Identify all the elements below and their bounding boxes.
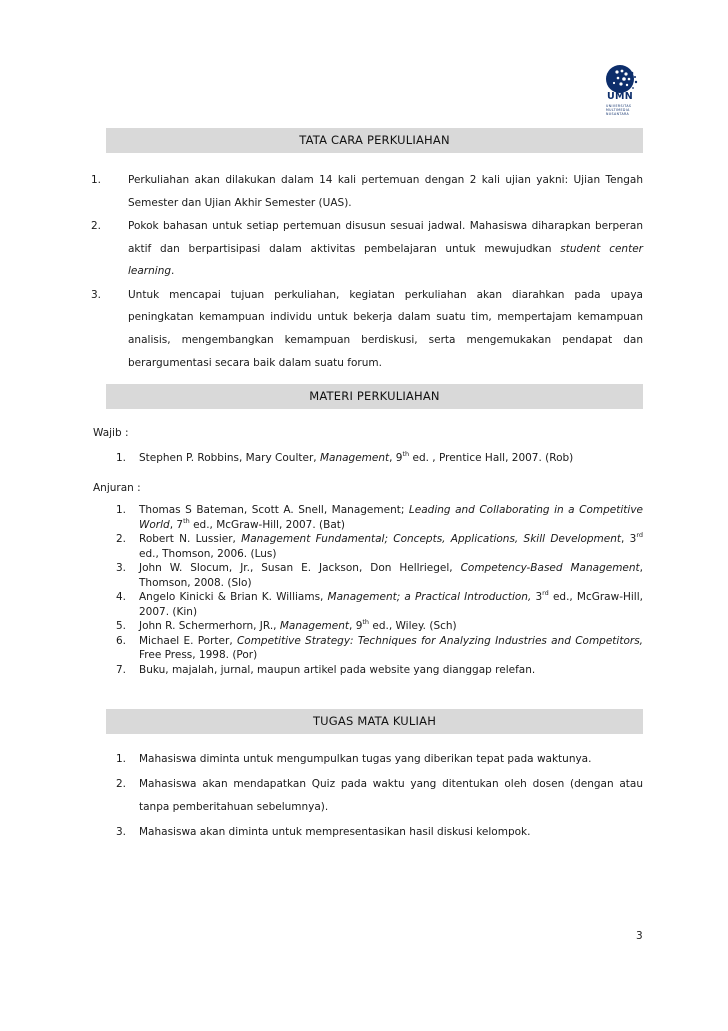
reference-item	[106, 561, 643, 590]
ref-part-b: Management Fundamental; Concepts, Applications, Skill Development	[241, 533, 622, 545]
logo-subtitle-1: UNIVERSITAS	[606, 104, 632, 108]
ref-part-a: Angelo Kinicki & Brian K. Williams,	[139, 591, 328, 603]
section-header-tugas: TUGAS MATA KULIAH	[106, 709, 643, 734]
list-item	[106, 773, 643, 818]
ref-part-a: Buku, majalah, jurnal, maupun artikel pada website yang dianggap relefan.	[139, 663, 536, 676]
ref-part-c: 3	[531, 591, 543, 603]
tugas-list	[106, 748, 643, 846]
anjuran-list	[106, 503, 643, 677]
list-text: Perkuliahan akan dilakukan dalam 14 kali pertemuan dengan 2 kali ujian yakni: Ujian Tengah Semester dan Ujian Akhir Semester (UAS).	[128, 174, 643, 209]
reference-item	[106, 448, 643, 468]
list-number: 3.	[91, 288, 102, 301]
ref-sup: th	[183, 516, 190, 525]
reference-item	[106, 634, 643, 663]
list-item	[106, 821, 643, 844]
list-text: Mahasiswa diminta untuk mengumpulkan tugas yang diberikan tepat pada waktunya.	[139, 753, 592, 765]
page-number: 3	[636, 930, 643, 942]
list-number: 4.	[116, 591, 127, 603]
reference-item	[106, 503, 643, 532]
ref-part-d: ed. , Prentice Hall, 2007. (Rob)	[409, 452, 574, 464]
ref-part-b: Management	[279, 620, 350, 632]
ref-part-b: Management	[319, 452, 390, 464]
list-text: Mahasiswa akan diminta untuk mempresentasikan hasil diskusi kelompok.	[139, 825, 531, 838]
ref-part-a: Stephen P. Robbins, Mary Coulter,	[139, 452, 320, 464]
list-number: 5.	[116, 620, 127, 632]
list-number: 3.	[116, 825, 127, 838]
ref-part-b: Management; a Practical Introduction,	[327, 591, 532, 603]
ref-part-a: Michael E. Porter,	[139, 634, 237, 647]
ref-part-c: , 9	[389, 452, 403, 464]
umn-logo	[600, 64, 644, 130]
ref-sup: rd	[636, 531, 644, 539]
list-number: 2.	[116, 778, 127, 790]
ref-part-d: ed., McGraw-Hill, 2007. (Kin)	[139, 591, 643, 618]
list-text-italic: student center learning	[128, 242, 643, 278]
ref-part-a: John R. Schermerhorn, JR.,	[139, 620, 280, 632]
list-number: 2.	[116, 533, 127, 545]
anjuran-label: Anjuran :	[93, 482, 141, 494]
reference-item	[106, 619, 643, 634]
ref-part-b: Competency-Based Management	[460, 562, 640, 574]
reference-item	[106, 663, 643, 678]
list-number: 2.	[91, 219, 102, 232]
ref-part-a: Robert N. Lussier,	[139, 533, 242, 545]
ref-part-b: Leading and Collaborating in a Competitive World	[139, 504, 643, 531]
ref-sup: th	[362, 618, 370, 626]
logo-subtitle-3: NUSANTARA	[606, 112, 630, 116]
list-item	[106, 748, 643, 771]
ref-sup: rd	[542, 589, 549, 597]
list-item	[91, 284, 643, 375]
list-text: Mahasiswa akan mendapatkan Quiz pada waktu yang ditentukan oleh dosen (dengan atau tanpa pemberitahuan sebelumnya).	[139, 778, 643, 813]
logo-subtitle-2: MULTIMEDIA	[606, 108, 630, 112]
list-text: Pokok bahasan untuk setiap pertemuan disusun sesuai jadwal. Mahasiswa diharapkan berperan aktif dan berpartisipasi dalam aktivitas pembelajaran untuk mewujudkan	[128, 219, 643, 255]
ref-part-c: , Thomson, 2008. (Slo)	[139, 562, 643, 589]
section-header-tata-cara: TATA CARA PERKULIAHAN	[106, 128, 643, 153]
list-number: 3.	[116, 562, 127, 574]
ref-part-a: John W. Slocum, Jr., Susan E. Jackson, Don Hellriegel,	[139, 562, 461, 574]
ref-part-d: ed., McGraw-Hill, 2007. (Bat)	[189, 518, 345, 531]
list-number: 6.	[116, 634, 127, 647]
ref-part-c: Free Press, 1998. (Por)	[139, 649, 258, 661]
logo-text: UMN	[606, 91, 634, 102]
wajib-label: Wajib :	[93, 427, 129, 439]
list-number: 1.	[116, 504, 127, 516]
ref-part-c: , 3	[621, 533, 637, 545]
reference-item	[106, 590, 643, 619]
ref-part-d: ed., Thomson, 2006. (Lus)	[139, 547, 277, 560]
list-number: 1.	[91, 174, 102, 186]
ref-part-c: , 9	[349, 620, 363, 632]
ref-part-d: ed., Wiley. (Sch)	[369, 620, 457, 632]
tata-cara-list	[91, 169, 643, 375]
umn-logo-mark-icon	[600, 64, 644, 94]
wajib-list	[106, 448, 643, 468]
list-number: 1.	[116, 753, 127, 765]
ref-sup: th	[402, 450, 410, 458]
ref-part-c: , 7	[169, 518, 184, 531]
list-number: 1.	[116, 452, 127, 464]
ref-part-a: Thomas S Bateman, Scott A. Snell, Management;	[139, 504, 409, 516]
list-text: Untuk mencapai tujuan perkuliahan, kegiatan perkuliahan akan diarahkan pada upaya peningkatan kemampuan individu untuk bekerja dalam suatu tim, mempertajam kemampuan analisis, mengembangkan kemampuan berdiskusi, serta mengemukakan pendapat dan berargumentasi secara baik dalam suatu forum.	[128, 288, 643, 369]
section-header-materi: MATERI PERKULIAHAN	[106, 384, 643, 409]
list-item	[91, 215, 643, 283]
list-number: 7.	[116, 663, 127, 676]
reference-item	[106, 532, 643, 561]
list-text-end: .	[171, 265, 175, 278]
ref-part-b: Competitive Strategy: Techniques for Analyzing Industries and Competitors,	[236, 634, 643, 647]
list-item	[91, 169, 643, 214]
